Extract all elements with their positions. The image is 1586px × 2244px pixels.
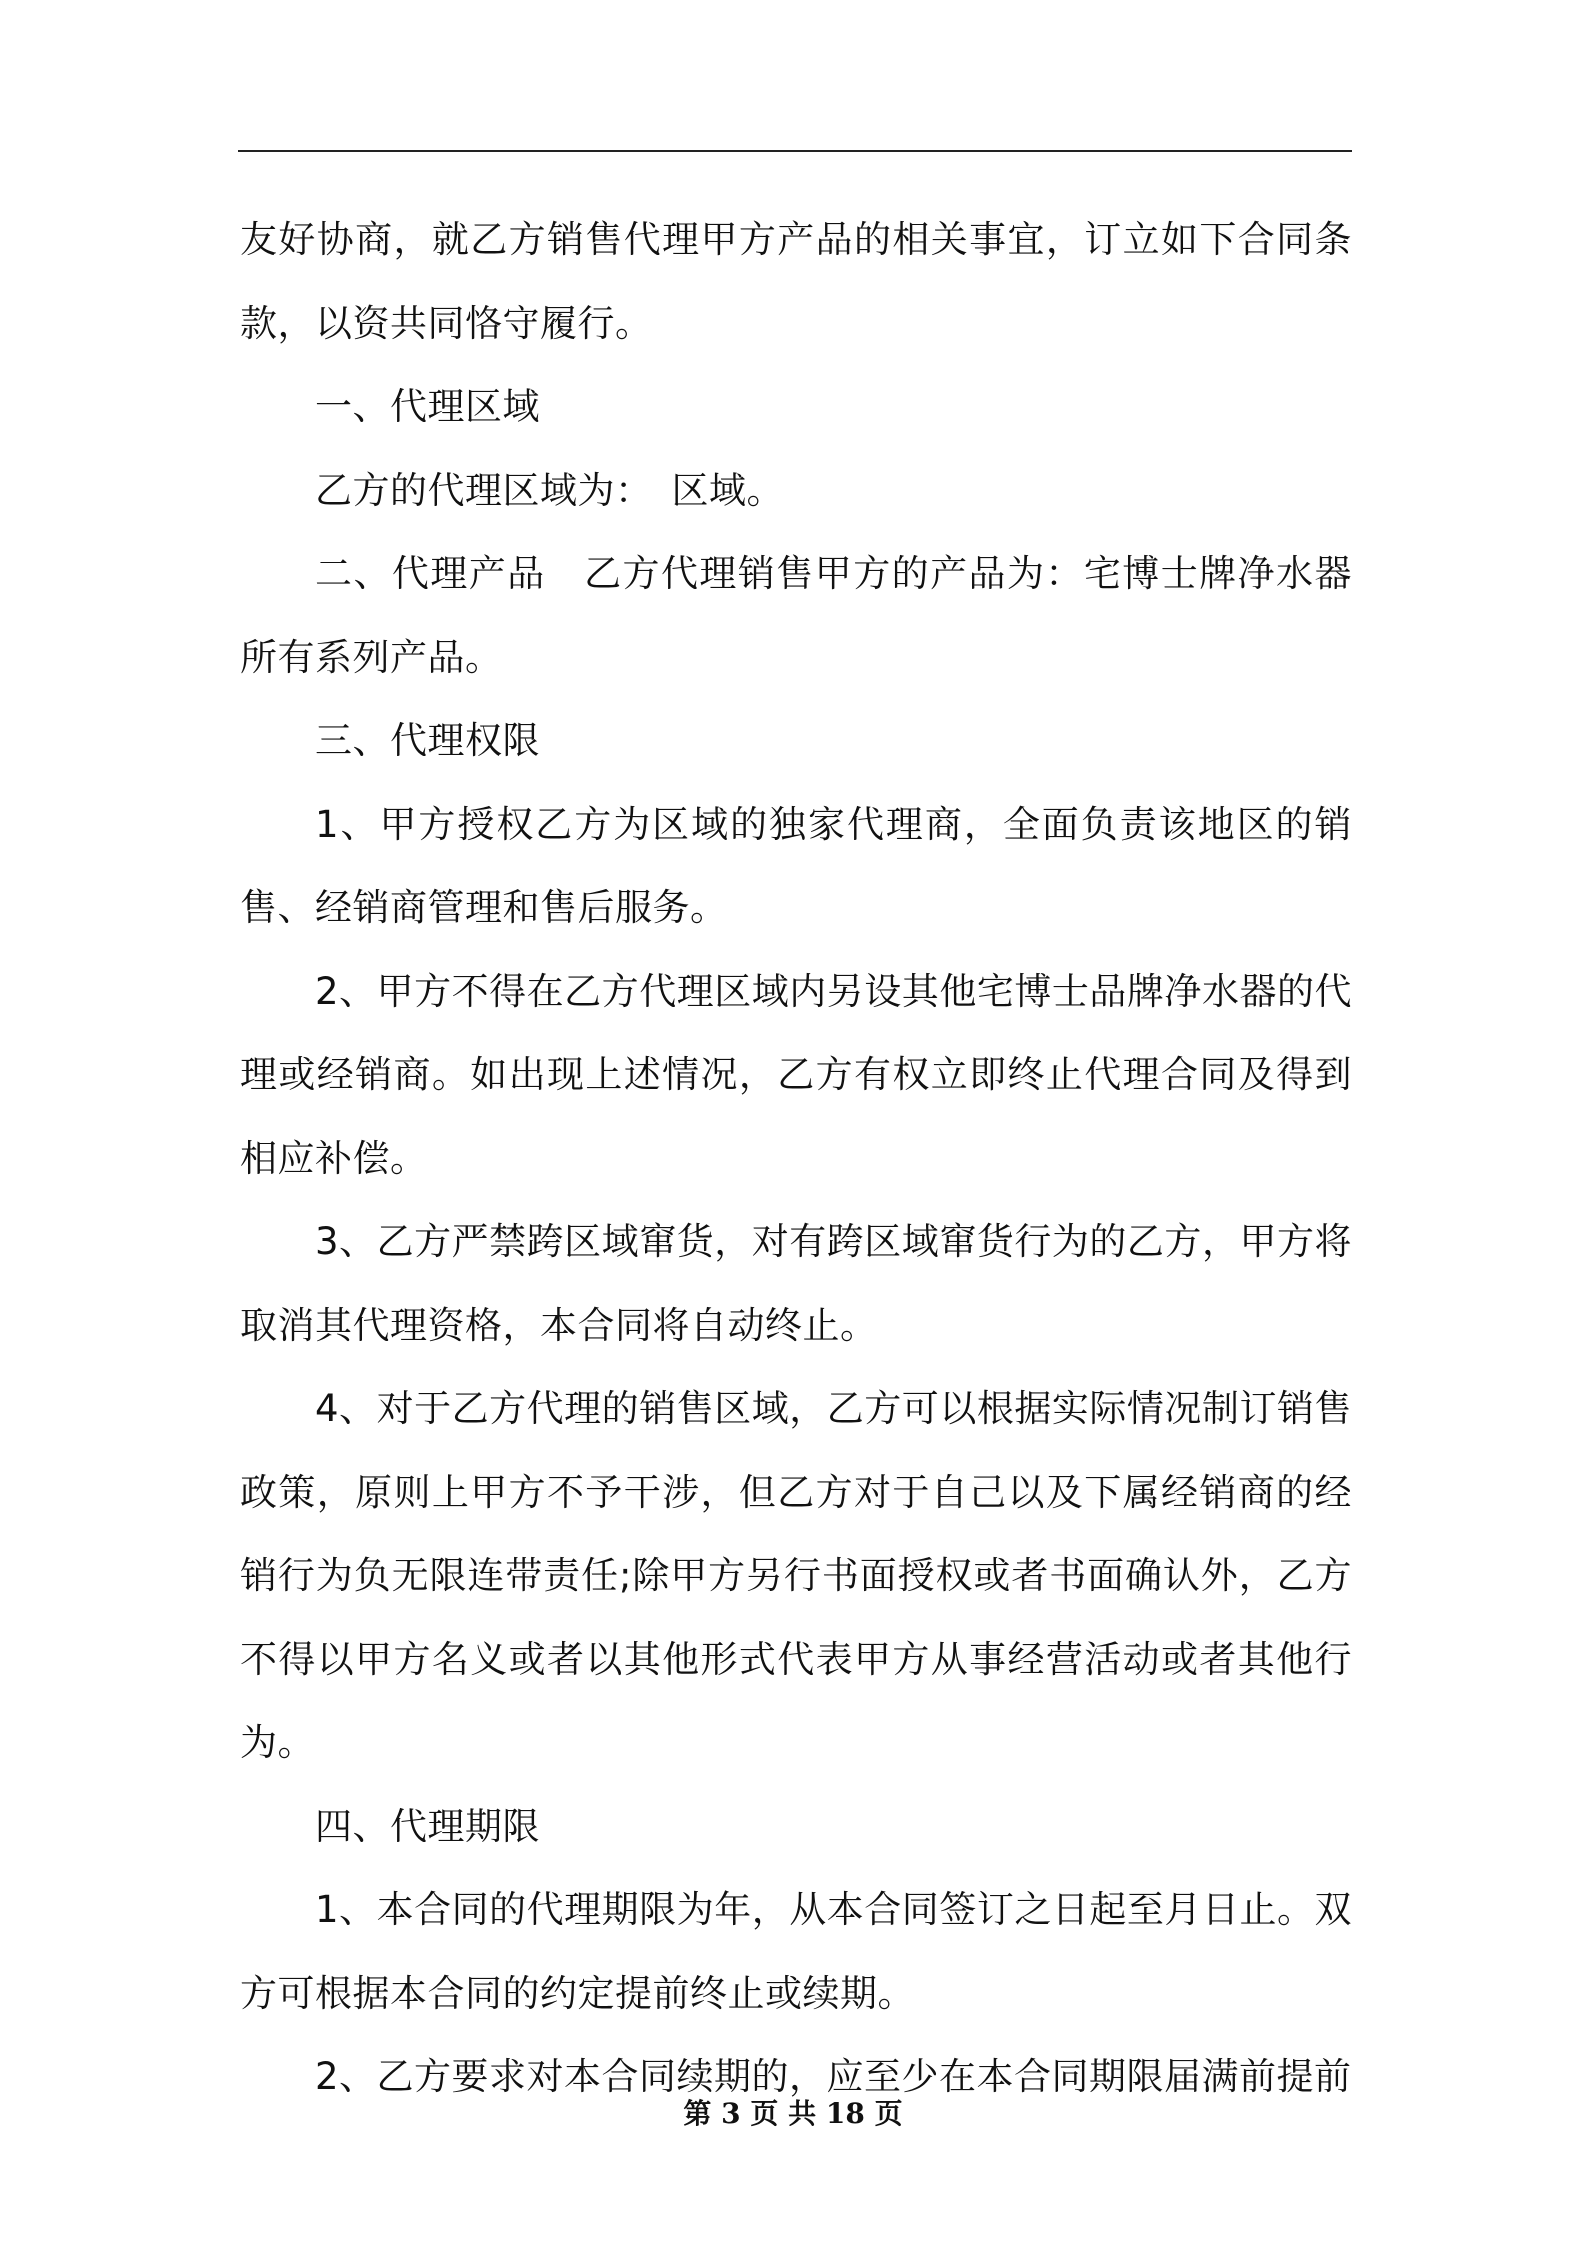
section-heading: 三、代理权限	[315, 719, 540, 762]
section-heading: 一、代理区域	[315, 385, 540, 428]
clause: 3、乙方严禁跨区域窜货，对有跨区域窜货行为的乙方，甲方将取消其代理资格，本合同将自动终止。	[240, 1220, 1352, 1347]
paragraph: 乙方的代理区域为： 区域。	[315, 468, 784, 512]
clause: 2、甲方不得在乙方代理区域内另设其他宅博士品牌净水器的代理或经销商。如出现上述情况，乙方有权立即终止代理合同及得到相应补偿。	[240, 969, 1352, 1180]
clause: 1、甲方授权乙方为区域的独家代理商，全面负责该地区的销售、经销商管理和售后服务。	[240, 802, 1352, 929]
clause: 2、乙方要求对本合同续期的，应至少在本合同期限届满前提前	[315, 2055, 1352, 2098]
paragraph: 二、代理产品 乙方代理销售甲方的产品为：宅博士牌净水器所有系列产品。	[240, 552, 1352, 679]
clause: 1、本合同的代理期限为年，从本合同签订之日起至月日止。双方可根据本合同的约定提前终止或续期。	[240, 1888, 1352, 2015]
section-heading: 四、代理期限	[315, 1804, 540, 1848]
header-divider	[238, 150, 1352, 152]
document-body	[240, 198, 1352, 2119]
paragraph: 友好协商，就乙方销售代理甲方产品的相关事宜，订立如下合同条款，以资共同恪守履行。	[240, 218, 1352, 345]
clause: 4、对于乙方代理的销售区域，乙方可以根据实际情况制订销售政策，原则上甲方不予干涉，但乙方对于自己以及下属经销商的经销行为负无限连带责任;除甲方另行书面授权或者书面确认外，乙方不得以甲方名义或者以其他形式代表甲方从事经营活动或者其他行为。	[240, 1387, 1352, 1764]
page-number: 第 3 页 共 18 页	[683, 2097, 903, 2130]
